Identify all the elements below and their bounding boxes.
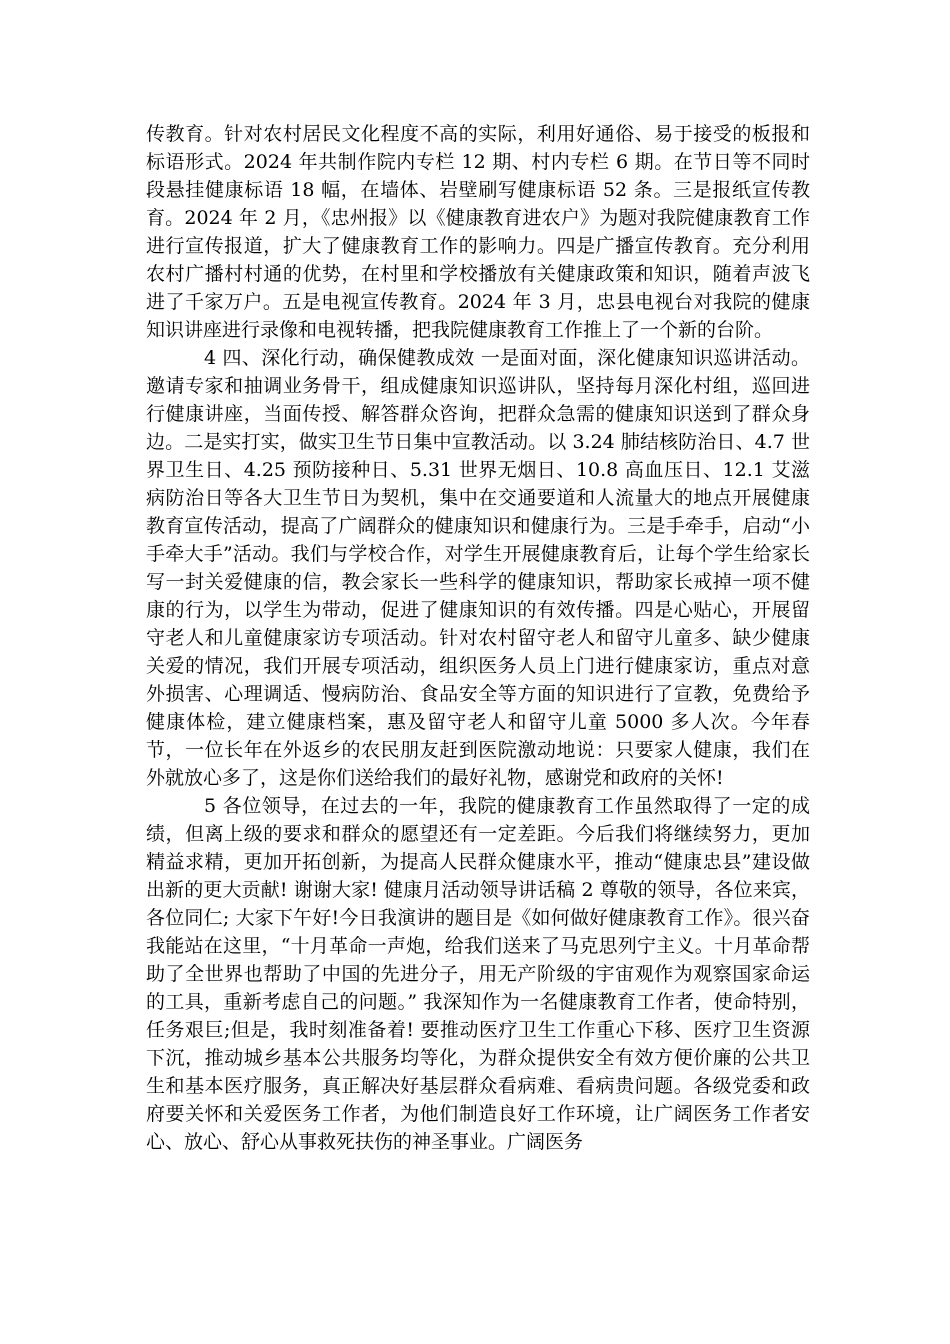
paragraph-section-4: 4 四、深化行动，确保健教成效 一是面对面，深化健康知识巡讲活动。邀请专家和抽调业务骨干，组成健康知识巡讲队，坚持每月深化村组，巡回进行健康讲座，当面传授、解答群众咨询，把群众急需的健康知识送到了群众身边。二是实打实，做实卫生节日集中宣教活动。以 3.24 肺结核防治日、4.7 世界卫生日、4.25 预防接种日、5.31 世界无烟日、10.8 高血压日、12.1 艾滋病防治日等各大卫生节日为契机，集中在交通要道和人流量大的地点开展健康教育宣传活动，提高了广阔群众的健康知识和健康行为。三是手牵手，启动“小手牵大手”活动。我们与学校合作，对学生开展健康教育后，让每个学生给家长写一封关爱健康的信，教会家长一些科学的健康知识，帮助家长戒掉一项不健康的行为，以学生为带动，促进了健康知识的有效传播。四是心贴心，开展留守老人和儿童健康家访专项活动。针对农村留守老人和留守儿童多、缺少健康关爱的情况，我们开展专项活动，组织医务人员上门进行健康家访，重点对意外损害、心理调适、慢病防治、食品安全等方面的知识进行了宣教，免费给予健康体检，建立健康档案，惠及留守老人和留守儿童 5000 多人次。今年春节，一位长年在外返乡的农民朋友赶到医院激动地说：只要家人健康，我们在外就放心多了，这是你们送给我们的最好礼物，感谢党和政府的关怀!	[146, 347, 810, 789]
document-body	[146, 120, 810, 1156]
paragraph-section-5: 5 各位领导，在过去的一年，我院的健康教育工作虽然取得了一定的成绩，但离上级的要求和群众的愿望还有一定差距。今后我们将继续努力，更加精益求精，更加开拓创新，为提高人民群众健康水平，推动“健康忠县”建设做出新的更大贡献! 谢谢大家! 健康月活动领导讲话稿 2 尊敬的领导，各位来宾，各位同仁; 大家下午好!今日我演讲的题目是《如何做好健康教育工作》。很兴奋我能站在这里，“十月革命一声炮，给我们送来了马克思列宁主义。十月革命帮助了全世界也帮助了中国的先进分子，用无产阶级的宇宙观作为观察国家命运的工具，重新考虑自己的问题。” 我深知作为一名健康教育工作者，使命特别，任务艰巨;但是，我时刻准备着! 要推动医疗卫生工作重心下移、医疗卫生资源下沉，推动城乡基本公共服务均等化，为群众提供安全有效方便价廉的公共卫生和基本医疗服务，真正解决好基层群众看病难、看病贵问题。各级党委和政府要关怀和关爱医务工作者，为他们制造良好工作环境，让广阔医务工作者安心、放心、舒心从事救死扶伤的神圣事业。广阔医务	[146, 795, 810, 1153]
paragraph-continuation: 传教育。针对农村居民文化程度不高的实际，利用好通俗、易于接受的板报和标语形式。2024 年共制作院内专栏 12 期、村内专栏 6 期。在节日等不同时段悬挂健康标语 18 幅，在墙体、岩壁刷写健康标语 52 条。三是报纸宣传教育。2024 年 2 月，《忠州报》以《健康教育进农户》为题对我院健康教育工作进行宣传报道，扩大了健康教育工作的影响力。四是广播宣传教育。充分利用农村广播村村通的优势，在村里和学校播放有关健康政策和知识，随着声波飞进了千家万户。五是电视宣传教育。2024 年 3 月，忠县电视台对我院的健康知识讲座进行录像和电视转播，把我院健康教育工作推上了一个新的台阶。	[146, 123, 810, 341]
